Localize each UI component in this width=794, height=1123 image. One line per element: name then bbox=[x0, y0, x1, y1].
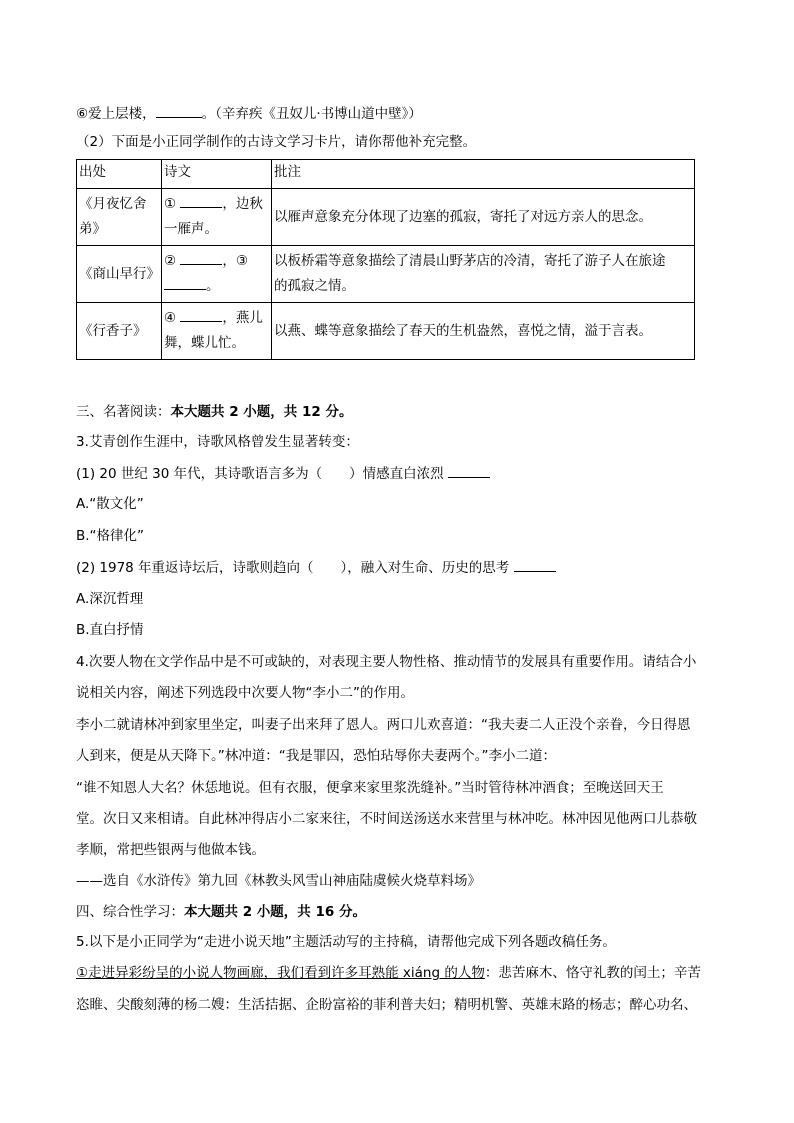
note-text: 以板桥霜等意象描绘了清晨山野茅店的冷清，寄托了游子人在旅途 bbox=[274, 253, 666, 269]
blank-number: ④ bbox=[164, 310, 177, 326]
q4-source: ——选自《水浒传》第九回《林教头风雪山神庙陆虞候火烧草料场》 bbox=[76, 873, 481, 889]
q4-passage-line: 堂。次日又来相请。自此林冲得店小二家来往，不时间送汤送水来营里与林冲吃。林冲因见他两口儿恭敬 bbox=[76, 811, 697, 827]
q5-paragraph-line2: 恣睢、尖酸刻薄的杨二嫂：生活拮据、企盼富裕的菲利普夫妇；精明机警、英雄末路的杨志；醉心功名、 bbox=[76, 997, 697, 1013]
q4-passage-line: “谁不知恩人大名？休恁地说。但有衣服，便拿来家里浆洗缝补。”当时管待林冲酒食；至晚送回天王 bbox=[76, 780, 664, 796]
q3-part2 bbox=[76, 557, 556, 578]
table-row bbox=[77, 303, 695, 360]
row3-note: 以燕、蝶等意象描绘了春天的生机盎然，喜悦之情，溢于言表。 bbox=[272, 303, 695, 360]
poem-card-table bbox=[76, 159, 695, 360]
q4-stem-line1: 4.次要人物在文学作品中是不可或缺的，对表现主要人物性格、推动情节的发展具有重要作用。请结合小 bbox=[76, 654, 697, 670]
row1-source bbox=[77, 189, 162, 246]
table-header-row bbox=[77, 160, 695, 189]
row2-verse bbox=[162, 246, 272, 303]
row3-source: 《行香子》 bbox=[77, 303, 162, 360]
section-heading-detail: 本大题共 2 小题，共 12 分。 bbox=[170, 404, 353, 420]
verse-text: 舞，蝶儿忙。 bbox=[164, 335, 245, 351]
verse-text: 一雁声。 bbox=[164, 221, 218, 237]
verse-text: ，③ bbox=[222, 253, 249, 269]
paragraph-text: ：悲苦麻木、恪守礼教的闰土；辛苦 bbox=[484, 965, 701, 981]
answer-blank-2[interactable] bbox=[180, 250, 222, 265]
section-heading: 三、名著阅读： bbox=[76, 404, 171, 420]
blank-number: ① bbox=[164, 196, 177, 212]
q3-part1 bbox=[76, 463, 490, 484]
table-row bbox=[77, 189, 695, 246]
answer-blank[interactable] bbox=[514, 557, 556, 572]
note-text: 的孤寂之情。 bbox=[274, 278, 355, 294]
verse-text: ，燕儿 bbox=[222, 310, 263, 326]
answer-blank[interactable] bbox=[156, 103, 202, 118]
q4-passage-line: 李小二就请林冲到家里坐定，叫妻子出来拜了恩人。两口儿欢喜道：“我夫妻二人正没个亲眷，今日得恩 bbox=[76, 717, 691, 733]
row2-source: 《商山早行》 bbox=[77, 246, 162, 303]
underlined-sentence: ①走进异彩纷呈的小说人物画廊，我们看到许多耳熟能 xiáng 的人物 bbox=[76, 965, 485, 981]
q4-passage-line: 人到来，便是从天降下。”林冲道：“我是罪囚，恐怕玷辱你夫妻两个。”李小二道： bbox=[76, 748, 556, 764]
q3-2-option-a[interactable]: A.深沉哲理 bbox=[76, 591, 144, 607]
section4-title bbox=[76, 902, 366, 922]
answer-blank-4[interactable] bbox=[180, 307, 222, 322]
q2-item6 bbox=[76, 103, 422, 124]
blank-number: ② bbox=[164, 253, 177, 269]
verse-text: ，边秋 bbox=[222, 196, 263, 212]
verse-text: 。 bbox=[206, 278, 220, 294]
section-heading: 四、综合性学习： bbox=[76, 904, 184, 920]
answer-blank[interactable] bbox=[448, 463, 490, 478]
q3-2-option-b[interactable]: B.直白抒情 bbox=[76, 622, 144, 638]
q2-item6-prefix: ⑥爱上层楼， bbox=[76, 106, 156, 122]
q2-part2-intro: （2）下面是小正同学制作的古诗文学习卡片，请你帮他补充完整。 bbox=[76, 134, 477, 150]
q4-stem-line2: 说相关内容，阐述下列选段中次要人物“李小二”的作用。 bbox=[76, 685, 414, 701]
q4-passage-line: 孝顺，常把些银两与他做本钱。 bbox=[76, 842, 265, 858]
section3-title bbox=[76, 402, 352, 422]
question-text: (1) 20 世纪 30 年代，其诗歌语言多为（ ）情感直白浓烈 bbox=[76, 466, 444, 482]
source-text: 弟》 bbox=[79, 221, 106, 237]
section-heading-detail: 本大题共 2 小题，共 16 分。 bbox=[184, 904, 366, 920]
row1-verse bbox=[162, 189, 272, 246]
row3-verse bbox=[162, 303, 272, 360]
source-text: 《月夜忆舍 bbox=[79, 196, 147, 212]
header-source: 出处 bbox=[77, 160, 162, 189]
q5-paragraph-line1 bbox=[76, 963, 701, 983]
answer-blank-3[interactable] bbox=[164, 275, 206, 290]
header-verse: 诗文 bbox=[162, 160, 272, 189]
q3-stem: 3.艾青创作生涯中，诗歌风格曾发生显著转变： bbox=[76, 434, 359, 450]
answer-blank-1[interactable] bbox=[180, 193, 222, 208]
q5-stem: 5.以下是小正同学为“走进小说天地”主题活动写的主持稿，请帮他完成下列各题改稿任务。 bbox=[76, 934, 616, 950]
q2-item6-suffix: 。（辛弃疾《丑奴儿·书博山道中壁》） bbox=[201, 106, 422, 122]
header-note: 批注 bbox=[272, 160, 695, 189]
q3-1-option-a[interactable]: A.“散文化” bbox=[76, 496, 144, 512]
q3-1-option-b[interactable]: B.“格律化” bbox=[76, 528, 145, 544]
question-text: (2) 1978 年重返诗坛后，诗歌则趋向（ ），融入对生命、历史的思考 bbox=[76, 560, 510, 576]
row2-note bbox=[272, 246, 695, 303]
row1-note: 以雁声意象充分体现了边塞的孤寂，寄托了对远方亲人的思念。 bbox=[272, 189, 695, 246]
table-row bbox=[77, 246, 695, 303]
